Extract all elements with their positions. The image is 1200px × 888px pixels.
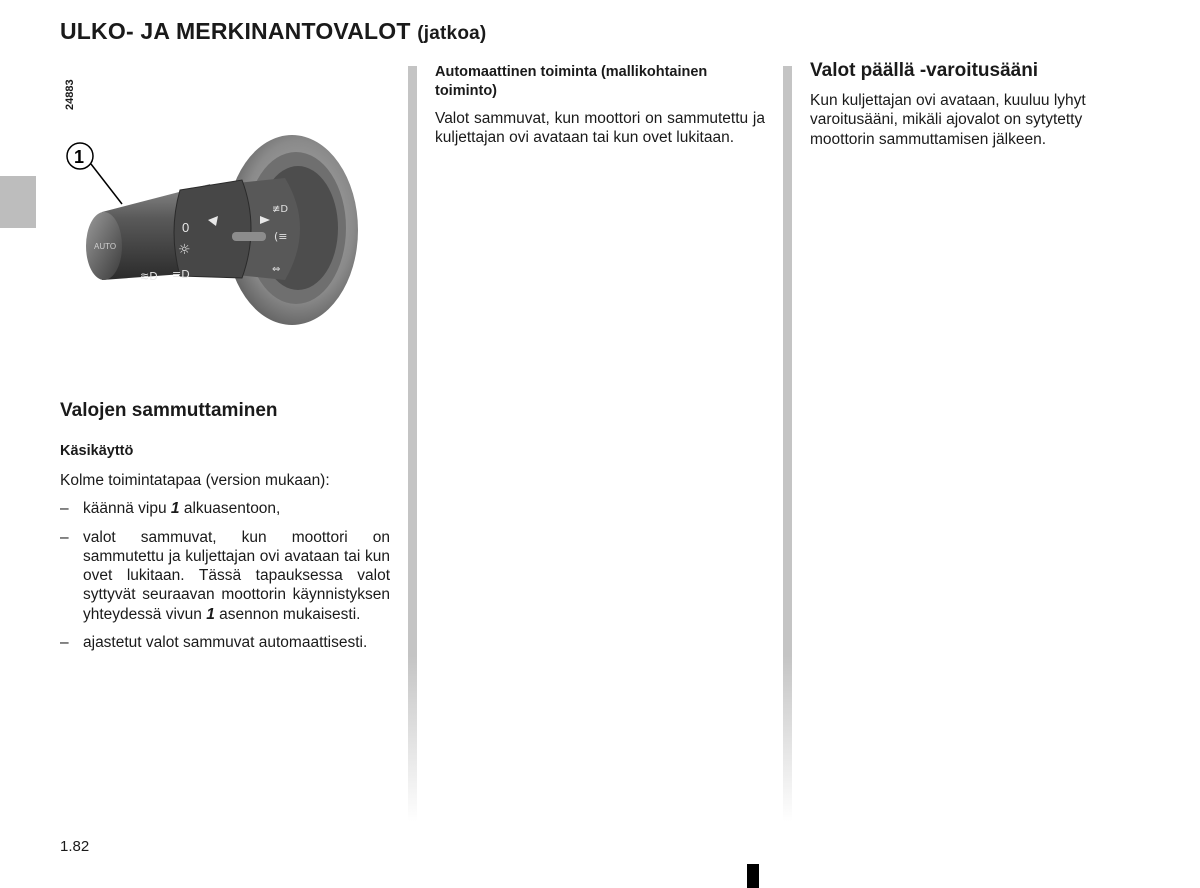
subheading-manual: Käsikäyttö bbox=[60, 443, 134, 459]
parking-light-symbol: ☼ bbox=[178, 242, 191, 258]
light-switch-illustration bbox=[60, 120, 380, 340]
list-item: – valot sammuvat, kun moottori on sammutettu ja kuljettajan ovi avataan tai kun ovet lukitaan. Tässä tapauksessa valot syttyvät seuraavan moottorin käynnistyksen yhteydessä vivun 1 asennon mukaisesti. bbox=[60, 528, 390, 624]
print-mark bbox=[747, 864, 759, 888]
list-item: – ajastetut valot sammuvat automaattisesti. bbox=[60, 633, 390, 652]
lever-tab bbox=[232, 232, 266, 241]
page-title bbox=[60, 18, 486, 45]
subheading-automatic: Automaattinen toiminta (mallikohtainen toiminto) bbox=[435, 64, 708, 99]
front-fog-symbol: ≢D bbox=[272, 204, 289, 215]
section-heading-lights-off: Valojen sammuttaminen bbox=[60, 400, 278, 421]
section-tab-marker bbox=[0, 176, 36, 228]
column-middle bbox=[435, 63, 765, 148]
column-left bbox=[60, 400, 390, 652]
title-subtitle: (jatkoa) bbox=[417, 23, 487, 44]
warning-text: Kun kuljettajan ovi avataan, kuuluu lyhyt varoitusääni, mikäli ajovalot on sytytetty moottorin sammuttamisen jälkeen. bbox=[810, 92, 1086, 148]
off-symbol: 0 bbox=[182, 220, 190, 235]
callout-leader bbox=[91, 164, 122, 204]
rear-fog-symbol: (≡ bbox=[274, 230, 288, 243]
column-divider-left bbox=[408, 66, 417, 822]
indicator-symbol: ⇔ bbox=[272, 264, 281, 275]
column-right bbox=[810, 60, 1140, 149]
title-main: ULKO- JA MERKINANTOVALOT bbox=[60, 18, 411, 44]
page-number: 1.82 bbox=[60, 838, 90, 855]
column-divider-right bbox=[783, 66, 792, 822]
knob-auto-label: AUTO bbox=[94, 242, 117, 251]
dipped-beam-symbol: ≋D bbox=[140, 270, 158, 283]
section-heading-warning-buzzer: Valot päällä -varoitusääni bbox=[810, 60, 1039, 81]
instruction-list bbox=[60, 499, 390, 652]
figure-reference-number: 24883 bbox=[64, 79, 76, 110]
callout-number: 1 bbox=[74, 147, 85, 167]
list-item: – käännä vipu 1 alkuasentoon, bbox=[60, 499, 390, 518]
automatic-text: Valot sammuvat, kun moottori on sammutettu ja kuljettajan ovi avataan tai kun ovet lukitaan. bbox=[435, 110, 765, 147]
main-beam-symbol: ≡D bbox=[172, 268, 190, 281]
intro-text: Kolme toimintatapaa (version mukaan): bbox=[60, 472, 330, 489]
